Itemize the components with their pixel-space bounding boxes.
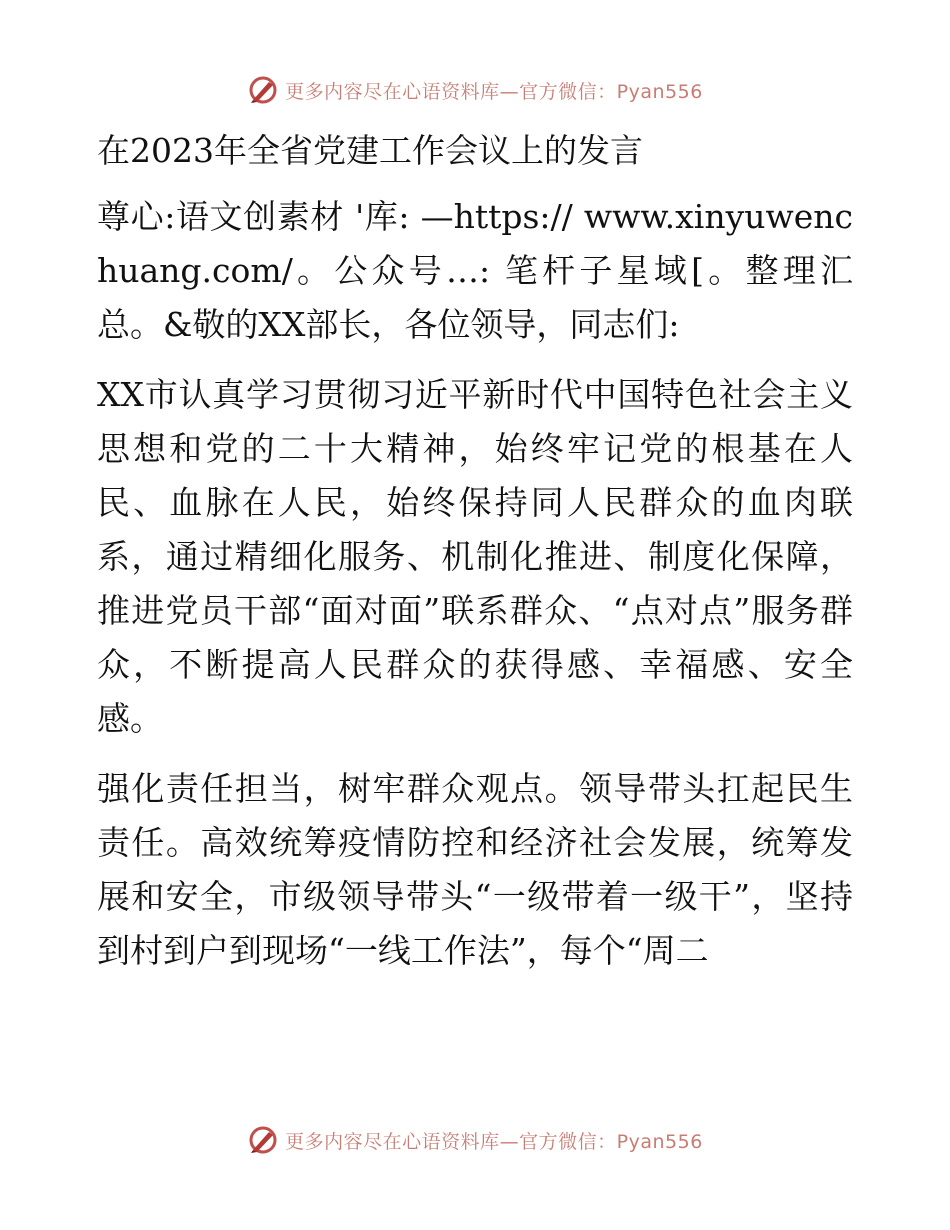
watermark-text: 更多内容尽在心语资料库—官方微信：Pyan556 [285,80,703,103]
paragraph-intro: XX市认真学习贯彻习近平新时代中国特色社会主义思想和党的二十大精神，始终牢记党的根基在人民、血脉在人民，始终保持同人民群众的血肉联系，通过精细化服务、机制化推进、制度化保障，推进党员干部“面对面”联系群众、“点对点”服务群众，不断提高人民群众的获得感、幸福感、安全感。 [97,375,853,738]
document-title: 在2023年全省党建工作会议上的发言 [97,131,643,170]
watermark-text: 更多内容尽在心语资料库—官方微信：Pyan556 [285,1130,703,1153]
paragraph-greeting: 尊心:语文创素材 '库: —https:// www.xinyuwenchuang.com/。公众号…: 笔杆子星域[。整理汇总。&敬的XX部长，各位领导，同志们: [97,197,853,344]
footer-watermark [0,1120,950,1160]
header-watermark [0,70,950,110]
paragraph-responsibility: 强化责任担当，树牢群众观点。领导带头扛起民生责任。高效统筹疫情防控和经济社会发展，统筹发展和安全，市级领导带头“一级带着一级干”，坚持到村到户到现场“一线工作法”，每个“周二 [97,769,853,970]
pen-logo-icon [247,1124,279,1156]
pen-logo-icon [247,74,279,106]
document-body [97,124,853,978]
